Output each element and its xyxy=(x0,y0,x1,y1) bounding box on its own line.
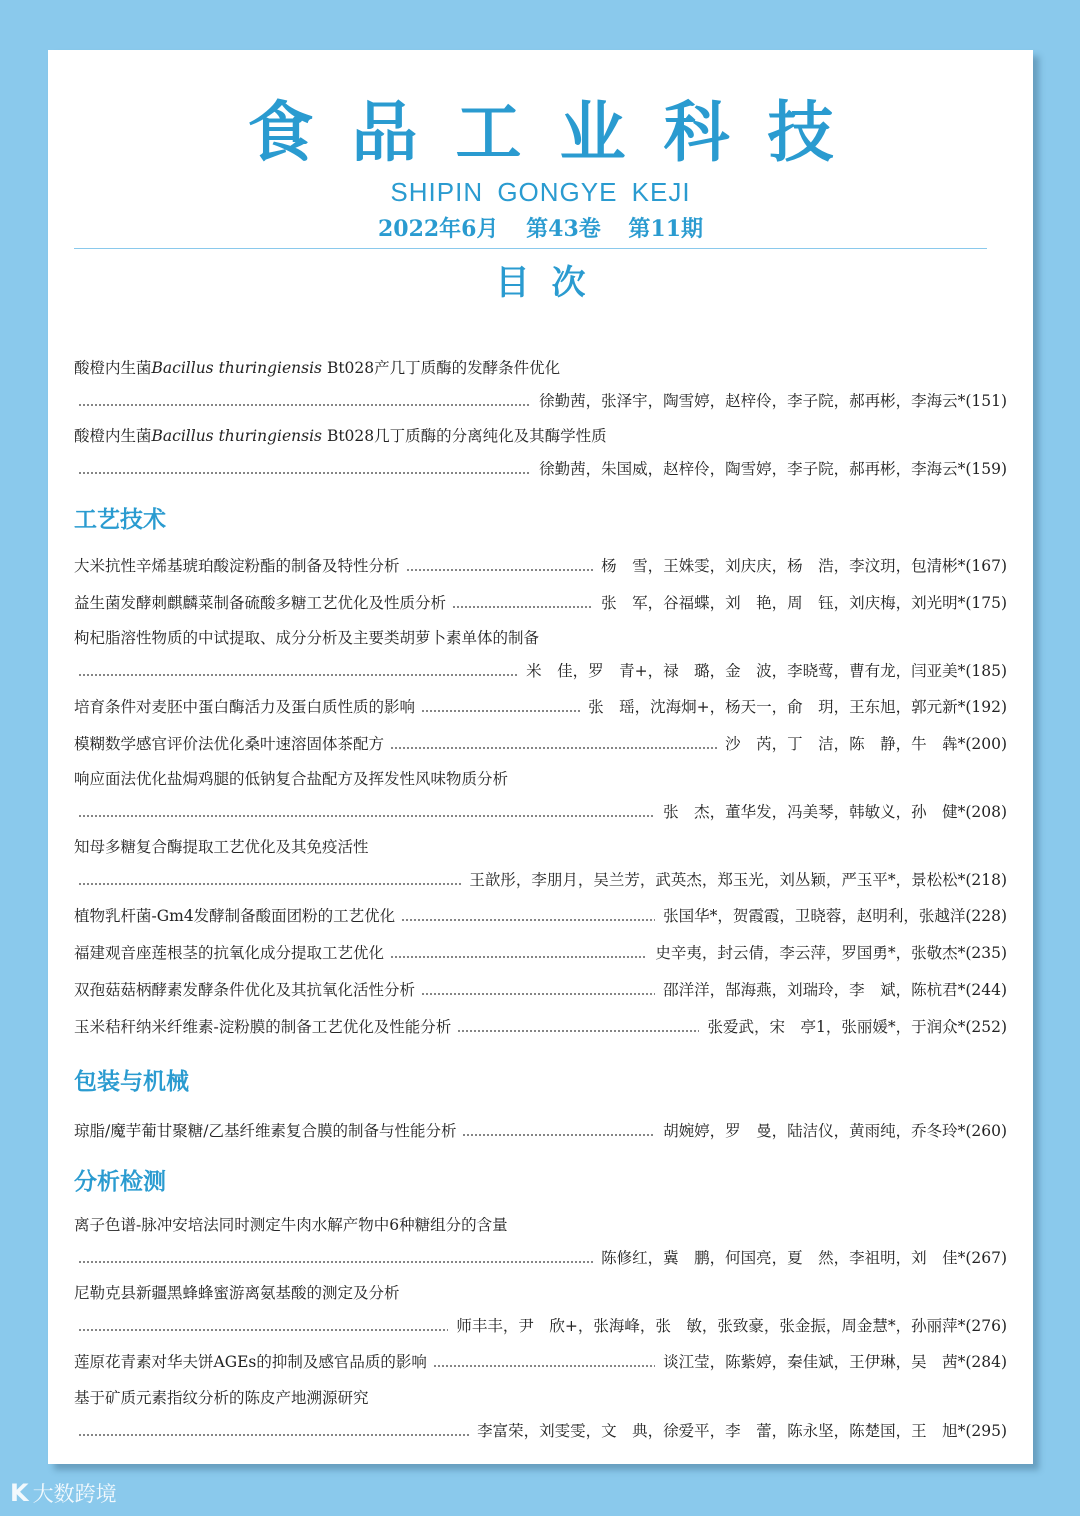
leader-dots xyxy=(406,569,594,571)
article-title: 培育条件对麦胚中蛋白酶活力及蛋白质性质的影响 xyxy=(74,698,416,716)
leader-dots xyxy=(78,472,531,474)
article-authors: 徐勤茜，朱国威，赵梓伶，陶雪婷，李子院，郝再彬，李海云*(159) xyxy=(535,456,1007,482)
journal-title: 食品工业科技 xyxy=(247,93,872,171)
leader-dots xyxy=(452,606,593,608)
article-title: 植物乳杆菌-Gm4发酵制备酸面团粉的工艺优化 xyxy=(74,907,396,925)
article-title: 双孢菇菇柄酵素发酵条件优化及其抗氧化活性分析 xyxy=(74,981,416,999)
article-authors: 邵洋洋，郜海燕，刘瑞玲，李 斌，陈杭君*(244) xyxy=(659,977,1007,1003)
divider xyxy=(74,248,987,249)
article-authors: 张爱武，宋 亭1，张丽媛*，于润众*(252) xyxy=(703,1014,1007,1040)
toc-entry[interactable] xyxy=(74,553,1007,579)
toc-title: 目次 xyxy=(495,263,608,303)
toc-entry[interactable] xyxy=(74,1014,1007,1040)
toc-entry[interactable] xyxy=(74,834,1007,860)
section-heading: 包装与机械 xyxy=(74,1068,189,1095)
masthead xyxy=(48,90,1033,244)
leader-dots xyxy=(457,1030,699,1032)
toc-entry[interactable] xyxy=(74,1349,1007,1375)
article-title: 基于矿质元素指纹分析的陈皮产地溯源研究 xyxy=(74,1389,369,1407)
article-authors: 沙 芮，丁 洁，陈 静，牛 犇*(200) xyxy=(721,731,1007,757)
toc-entry[interactable] xyxy=(74,1118,1007,1144)
leader-dots xyxy=(78,815,655,817)
article-title: 响应面法优化盐焗鸡腿的低钠复合盐配方及挥发性风味物质分析 xyxy=(74,770,509,788)
leader-dots xyxy=(78,674,518,676)
leader-dots xyxy=(78,883,461,885)
article-title: 莲原花青素对华夫饼AGEs的抑制及感官品质的影响 xyxy=(74,1353,427,1371)
journal-pinyin: SHIPIN GONGYE KEJI xyxy=(390,177,691,207)
article-authors: 史辛夷，封云倩，李云萍，罗国勇*，张敬杰*(235) xyxy=(651,940,1007,966)
toc-entry-authors-line xyxy=(74,456,1007,482)
toc-entry-authors-line xyxy=(74,867,1007,893)
toc-entry-authors-line xyxy=(74,1313,1007,1339)
article-title: 琼脂/魔芋葡甘聚糖/乙基纤维素复合膜的制备与性能分析 xyxy=(74,1122,457,1140)
leader-dots xyxy=(390,956,647,958)
leader-dots xyxy=(421,710,580,712)
article-authors: 张 杰，董华发，冯美琴，韩敏义，孙 健*(208) xyxy=(659,799,1007,825)
leader-dots xyxy=(78,1329,448,1331)
section-heading: 工艺技术 xyxy=(74,506,166,533)
article-authors: 杨 雪，王姝雯，刘庆庆，杨 浩，李汶玥，包清彬*(167) xyxy=(597,553,1007,579)
article-authors: 陈修红，冀 鹏，何国亮，夏 然，李祖明，刘 佳*(267) xyxy=(597,1245,1007,1271)
article-authors: 张 瑶，沈海炯+，杨天一，俞 玥，王东旭，郭元新*(192) xyxy=(584,694,1007,720)
toc-entry[interactable] xyxy=(74,423,1007,449)
article-title: 模糊数学感官评价法优化桑叶速溶固体茶配方 xyxy=(74,735,385,753)
article-title: 福建观音座莲根茎的抗氧化成分提取工艺优化 xyxy=(74,944,385,962)
toc-entry[interactable] xyxy=(74,355,1007,381)
article-title: 离子色谱-脉冲安培法同时测定牛肉水解产物中6种糖组分的含量 xyxy=(74,1216,508,1234)
article-title: 酸橙内生菌Bacillus thuringiensis Bt028产几丁质酶的发酵条件优化 xyxy=(74,359,561,377)
article-title: 益生菌发酵刺麒麟菜制备硫酸多糖工艺优化及性质分析 xyxy=(74,594,447,612)
leader-dots xyxy=(401,919,655,921)
toc-entry-authors-line xyxy=(74,1245,1007,1271)
toc-entry-authors-line xyxy=(74,388,1007,414)
toc-entry[interactable] xyxy=(74,625,1007,651)
article-title: 酸橙内生菌Bacillus thuringiensis Bt028几丁质酶的分离纯化及其酶学性质 xyxy=(74,427,607,445)
watermark-text: 大数跨境 xyxy=(32,1482,117,1506)
article-authors: 谈江莹，陈紫婷，秦佳斌，王伊琳，吴 茜*(284) xyxy=(659,1349,1007,1375)
article-title: 知母多糖复合酶提取工艺优化及其免疫活性 xyxy=(74,838,369,856)
section-heading: 分析检测 xyxy=(74,1168,166,1195)
article-authors: 王歆彤，李朋月，吴兰芳，武英杰，郑玉光，刘丛颖，严玉平*，景松松*(218) xyxy=(465,867,1007,893)
toc-entry[interactable] xyxy=(74,903,1007,929)
leader-dots xyxy=(78,1261,593,1263)
watermark-icon: K xyxy=(10,1479,29,1507)
leader-dots xyxy=(390,747,717,749)
toc-entry-authors-line xyxy=(74,1418,1007,1444)
leader-dots xyxy=(462,1134,655,1136)
leader-dots xyxy=(433,1365,655,1367)
article-authors: 米 佳，罗 青+，禄 璐，金 波，李晓莺，曹有龙，闫亚美*(185) xyxy=(522,658,1007,684)
toc-entry[interactable] xyxy=(74,694,1007,720)
journal-page xyxy=(48,50,1033,1464)
watermark-logo xyxy=(10,1478,117,1508)
article-title: 玉米秸秆纳米纤维素-淀粉膜的制备工艺优化及性能分析 xyxy=(74,1018,452,1036)
toc-entry[interactable] xyxy=(74,1385,1007,1411)
toc-entry[interactable] xyxy=(74,590,1007,616)
toc-entry[interactable] xyxy=(74,1280,1007,1306)
toc-entry[interactable] xyxy=(74,731,1007,757)
article-authors: 李富荣，刘雯雯，文 典，徐爱平，李 蕾，陈永坚，陈楚国，王 旭*(295) xyxy=(473,1418,1007,1444)
article-title: 尼勒克县新疆黑蜂蜂蜜游离氨基酸的测定及分析 xyxy=(74,1284,400,1302)
toc-entry[interactable] xyxy=(74,977,1007,1003)
toc-entry[interactable] xyxy=(74,766,1007,792)
toc-entry[interactable] xyxy=(74,1212,1007,1238)
article-title: 大米抗性辛烯基琥珀酸淀粉酯的制备及特性分析 xyxy=(74,557,400,575)
leader-dots xyxy=(421,993,655,995)
article-authors: 徐勤茜，张泽宇，陶雪婷，赵梓伶，李子院，郝再彬，李海云*(151) xyxy=(535,388,1007,414)
toc-entry-authors-line xyxy=(74,799,1007,825)
article-authors: 张国华*，贺霞霞，卫晓蓉，赵明利，张越洋(228) xyxy=(659,903,1007,929)
article-title: 枸杞脂溶性物质的中试提取、成分分析及主要类胡萝卜素单体的制备 xyxy=(74,629,540,647)
article-authors: 胡婉婷，罗 曼，陆洁仪，黄雨纯，乔冬玲*(260) xyxy=(659,1118,1007,1144)
article-authors: 张 军，谷福蝶，刘 艳，周 钰，刘庆梅，刘光明*(175) xyxy=(597,590,1007,616)
article-authors: 师丰丰，尹 欣+，张海峰，张 敏，张致豪，张金振，周金慧*，孙丽萍*(276) xyxy=(452,1313,1007,1339)
toc-entry-authors-line xyxy=(74,658,1007,684)
toc-entry[interactable] xyxy=(74,940,1007,966)
leader-dots xyxy=(78,1434,469,1436)
issue-info: 2022年6月 第43卷 第11期 xyxy=(377,216,704,242)
leader-dots xyxy=(78,404,531,406)
